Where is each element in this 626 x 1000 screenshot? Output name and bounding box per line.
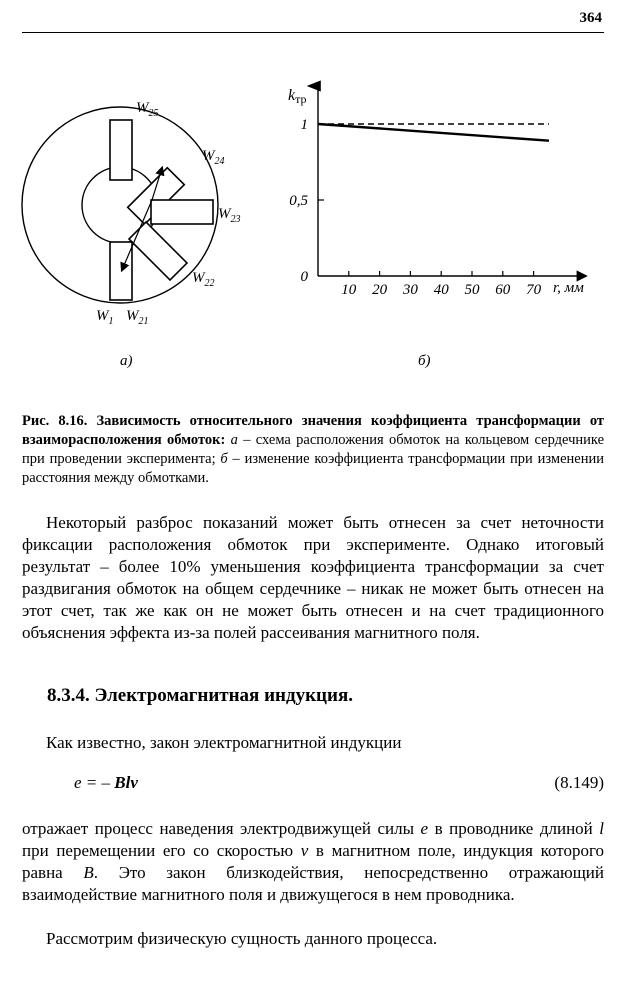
caption-title: Рис. 8.16. Зависимость относительного значения коэффициента трансформации от взаиморасположения обмоток: [22,413,604,448]
label-w21: $W_{21}$ [126,308,149,327]
figure-svg [0,60,626,390]
panel-a-label: а) [120,353,133,369]
figure-caption [22,412,604,488]
caption-a-letter: а [230,432,238,448]
x-tick-label: 20 [372,282,388,298]
paragraph-1: Некоторый разброс показаний может быть отнесен за счет неточности фиксации расположения обмоток при эксперименте. Однако итоговый результат – более 10% уменьшения коэффициента трансформации за счет раздвигания обмоток на общем сердечнике – никак не может быть отнесен на этот счет, так же как он не может быть отнесен и на счет традиционного объяснения эффекта из-за полей рассеивания магнитного поля. [22,513,604,642]
x-tick-label: 70 [526,282,542,298]
y-tick-label: 0,5 [289,193,308,209]
x-tick-label: 50 [464,282,480,298]
caption-b-text: – изменение коэффициента трансформации при изменении расстояния между обмотками. [22,451,604,486]
ring-core-diagram [22,107,218,303]
paragraph-2: Как известно, закон электромагнитной индукции [46,733,402,752]
label-w23: $W_{23}$ [218,206,241,225]
label-w22: $W_{22}$ [192,270,215,289]
winding-w22 [129,222,187,280]
equation-number: (8.149) [554,773,604,792]
label-w24: $W_{24}$ [202,148,225,167]
caption-a-text: – схема расположения обмоток на кольцевом сердечнике при проведении эксперимента; [22,432,605,467]
y-axis-label: kтр [288,87,307,106]
y-tick-label: 0 [300,269,308,285]
y-tick-label: 1 [300,117,308,133]
winding-w23 [151,200,213,224]
winding-w1-w21 [110,242,132,300]
page-number: 364 [579,10,602,26]
winding-w25 [110,120,132,180]
transformation-coefficient-chart [288,86,585,298]
x-tick-label: 30 [402,282,418,298]
equation-8-149 [22,773,604,795]
caption-b-letter: б [220,451,228,467]
header-rule [22,32,604,33]
figure [0,60,626,390]
paragraph-3: отражает процесс наведения электродвижущей силы e в проводнике длиной l при перемещении его со скоростью v в магнитном поле, индукция которого равна B. Это закон близкодействия, непосредственно отражающий взаимодействие магнитного поля и движущегося в нем проводника. [22,819,604,904]
section-heading: 8.3.4. Электромагнитная индукция. [47,685,353,706]
equation-formula: e = – Blv [74,773,138,792]
label-w1: $W_1$ [96,308,114,327]
panel-b-label: б) [418,353,431,369]
x-tick-label: 10 [341,282,357,298]
x-tick-label: 60 [495,282,511,298]
label-w25: $W_{25}$ [136,100,159,119]
paragraph-4: Рассмотрим физическую сущность данного процесса. [46,929,438,948]
x-axis-label: r, мм [553,280,584,296]
series-line-solid [318,124,549,141]
x-tick-label: 40 [433,282,449,298]
